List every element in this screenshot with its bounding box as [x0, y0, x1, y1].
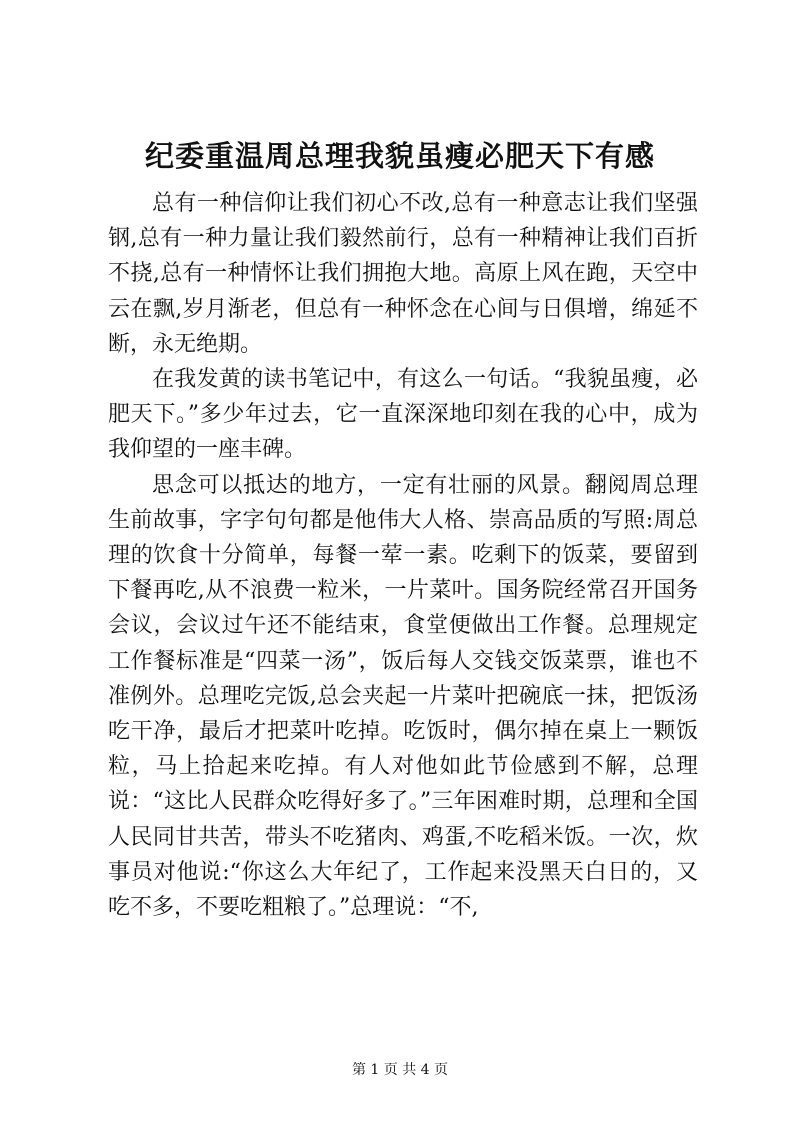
- page-number-footer: 第 1 页 共 4 页: [351, 1062, 449, 1078]
- paragraph-2: 在我发黄的读书笔记中，有这么一句话。“我貌虽瘦，必肥天下。”多少年过去，它一直深深地印刻在我的心中，成为我仰望的一座丰碑。: [108, 367, 698, 463]
- paragraph-1: 总有一种信仰让我们初心不改,总有一种意志让我们坚强钢,总有一种力量让我们毅然前行，总有一种精神让我们百折不挠,总有一种情怀让我们拥抱大地。高原上风在跑，天空中云在飘,岁月渐老，但总有一种怀念在心间与日俱增，绵延不断，永无绝期。: [108, 191, 698, 357]
- paragraph-3: 思念可以抵达的地方，一定有壮丽的风景。翻阅周总理生前故事，字字句句都是他伟大人格、崇高品质的写照:周总理的饮食十分简单，每餐一荤一素。吃剩下的饭菜，要留到下餐再吃,从不浪费一粒米，一片菜叶。国务院经常召开国务会议，会议过午还不能结束，食堂便做出工作餐。总理规定工作餐标准是“四菜一汤”，饭后每人交钱交饭菜票，谁也不准例外。总理吃完饭,总会夹起一片菜叶把碗底一抹，把饭汤吃干净，最后才把菜叶吃掉。吃饭时，偶尔掉在桌上一颗饭粒，马上拾起来吃掉。有人对他如此节俭感到不解，总理说：“这比人民群众吃得好多了。”三年困难时期，总理和全国人民同甘共苦，带头不吃猪肉、鸡蛋,不吃稻米饭。一次，炊事员对他说:“你这么大年纪了，工作起来没黑天白日的，又吃不多，不要吃粗粮了。”总理说：“不,: [108, 472, 698, 921]
- document-body: [108, 186, 698, 925]
- document-title: 纪委重温周总理我貌虽瘦必肥天下有感: [144, 139, 655, 173]
